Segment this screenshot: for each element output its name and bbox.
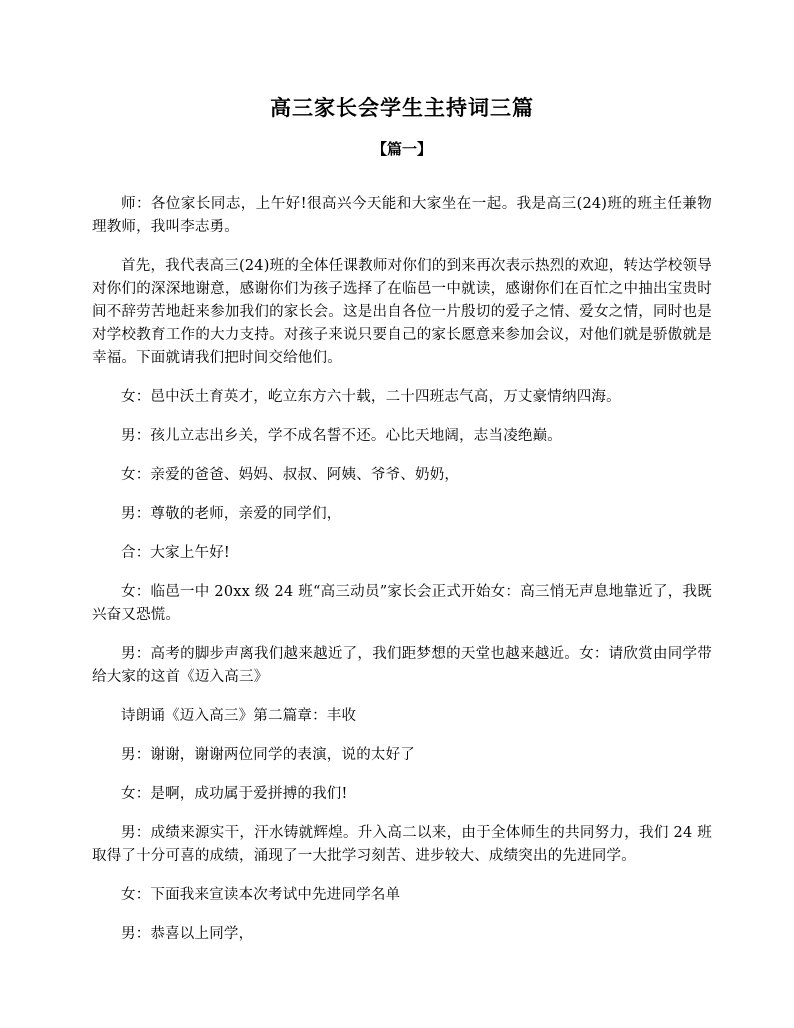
paragraph: 女：是啊，成功属于爱拼搏的我们!: [121, 786, 348, 802]
section-heading: 【篇一】: [371, 140, 432, 158]
paragraph: 男：尊敬的老师，亲爱的同学们，: [121, 506, 342, 522]
paragraph: 女：临邑一中 20xx 级 24 班“高三动员”家长会正式开始女：高三悄无声息地靠近了，我既兴奋又恐慌。: [92, 584, 712, 623]
paragraph: 男：恭喜以上同学，: [121, 926, 254, 942]
paragraph: 首先，我代表高三(24)班的全体任课教师对你们的到来再次表示热烈的欢迎，转达学校领导对你们的深深地谢意，感谢你们为孩子选择了在临邑一中就读，感谢你们在百忙之中抽出宝贵时间不辞劳苦地赶来参加我们的家长会。这是出自各位一片殷切的爱子之情、爱女之情，同时也是对学校教育工作的大力支持。对孩子来说只要自己的家长愿意来参加会议，对他们就是骄傲就是幸福。下面就请我们把时间交给他们。: [92, 258, 712, 366]
paragraph: 诗朗诵《迈入高三》第二篇章：丰收: [121, 708, 357, 724]
paragraph: 男：谢谢，谢谢两位同学的表演，说的太好了: [121, 747, 415, 763]
paragraph: 女：下面我来宣读本次考试中先进同学名单: [121, 887, 401, 903]
paragraph: 合：大家上午好!: [121, 545, 230, 561]
paragraph: 女：邑中沃土育英才，屹立东方六十载，二十四班志气高，万丈豪情纳四海。: [121, 389, 621, 405]
paragraph: 师：各位家长同志，上午好!很高兴今天能和大家坐在一起。我是高三(24)班的班主任兼物理教师，我叫李志勇。: [92, 196, 712, 235]
document-title: 高三家长会学生主持词三篇: [270, 95, 534, 120]
paragraph: 女：亲爱的爸爸、妈妈、叔叔、阿姨、爷爷、奶奶，: [121, 467, 460, 483]
paragraph: 男：孩儿立志出乡关，学不成名誓不还。心比天地阔，志当凌绝巅。: [121, 428, 562, 444]
paragraph: 男：高考的脚步声离我们越来越近了，我们距梦想的天堂也越来越近。女：请欣赏由同学带给大家的这首《迈入高三》: [92, 646, 712, 685]
paragraph: 男：成绩来源实干，汗水铸就辉煌。升入高二以来，由于全体师生的共同努力，我们 24 班取得了十分可喜的成绩，涌现了一大批学习刻苦、进步较大、成绩突出的先进同学。: [92, 825, 712, 864]
